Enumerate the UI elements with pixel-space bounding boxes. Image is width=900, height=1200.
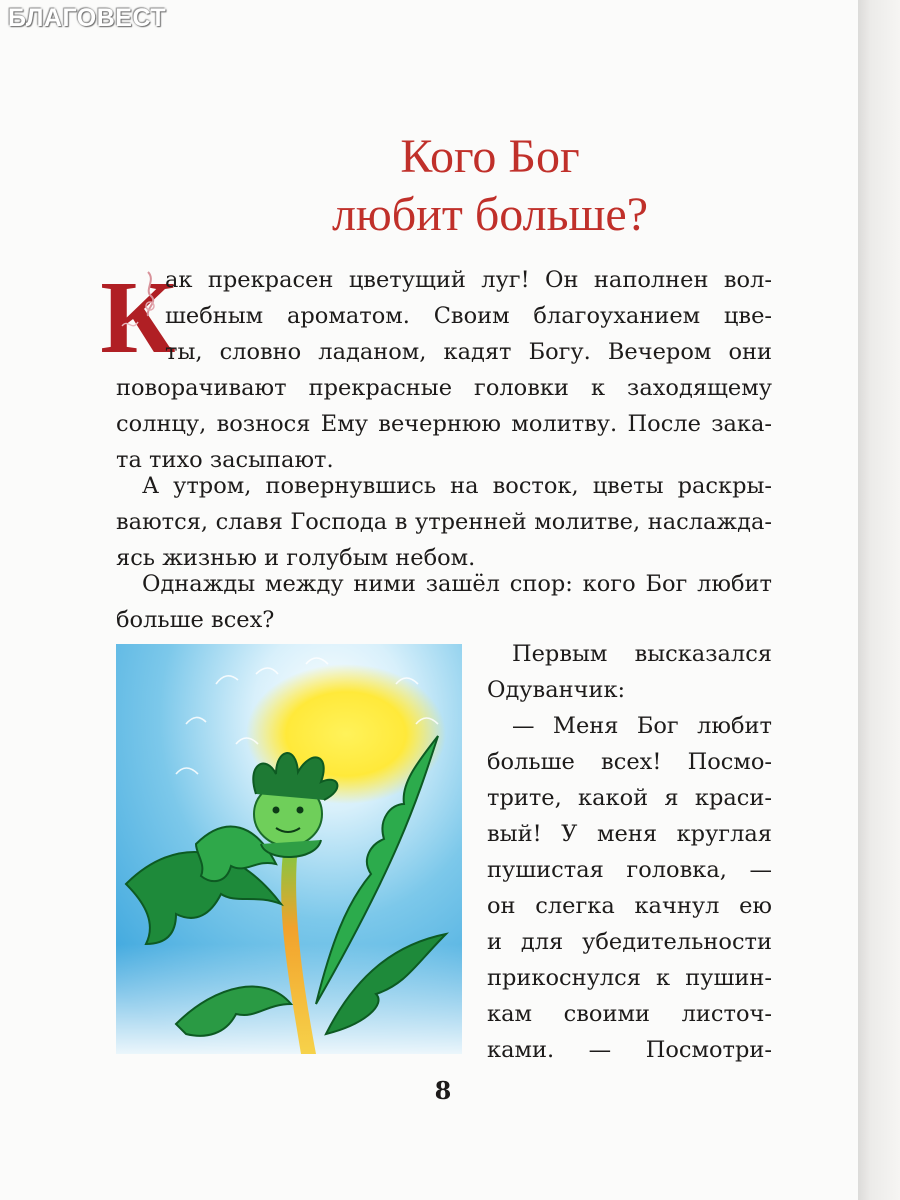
chapter-title	[120, 128, 860, 244]
text-line: вый! У меня круглая	[487, 821, 772, 847]
text-line: и для убедительности	[487, 929, 772, 955]
text-line: та тихо засыпают.	[116, 447, 334, 473]
text-line: больше всех! Посмо-	[487, 749, 772, 775]
text-line: пушистая головка, —	[487, 857, 772, 883]
text-line: больше всех?	[116, 607, 275, 633]
text-line: ваются, славя Господа в утренней молитве, наслажда-	[116, 509, 772, 535]
text-line: Первым высказался	[512, 641, 772, 667]
text-line: Одуванчик:	[487, 677, 626, 703]
text-line: шебным ароматом. Своим благоуханием цве-	[165, 303, 772, 329]
dropcap-glyph: К	[100, 260, 176, 375]
text-line: А утром, повернувшись на восток, цветы раскры-	[142, 473, 772, 499]
text-line: ясь жизнью и голубым небом.	[116, 545, 476, 571]
text-line: ками. — Посмотри-	[487, 1037, 772, 1063]
text-line: — Меня Бог любит	[512, 713, 772, 739]
dandelion-character-illustration	[116, 644, 462, 1054]
page-number: 8	[434, 1076, 452, 1105]
text-line: кам своими листоч-	[487, 1001, 772, 1027]
dropcap-letter-k	[100, 260, 176, 375]
text-line: ак прекрасен цветущий луг! Он наполнен вол-	[165, 267, 772, 293]
text-line: Однажды между ними зашёл спор: кого Бог любит	[142, 571, 772, 597]
text-line: трите, какой я краси-	[487, 785, 772, 811]
text-line: солнцу, вознося Ему вечернюю молитву. После зака-	[116, 411, 772, 437]
chapter-title-line: любит больше?	[331, 188, 649, 241]
watermark-logo: БЛАГОВЕСТ	[8, 4, 167, 32]
page-edge	[858, 0, 900, 1200]
text-line: прикоснулся к пушин-	[487, 965, 772, 991]
chapter-title-line: Кого Бог	[400, 130, 580, 183]
text-line: ты, словно ладаном, кадят Богу. Вечером они	[165, 339, 772, 365]
text-line: поворачивают прекрасные головки к заходящему	[116, 375, 772, 401]
text-line: он слегка качнул ею	[487, 893, 772, 919]
